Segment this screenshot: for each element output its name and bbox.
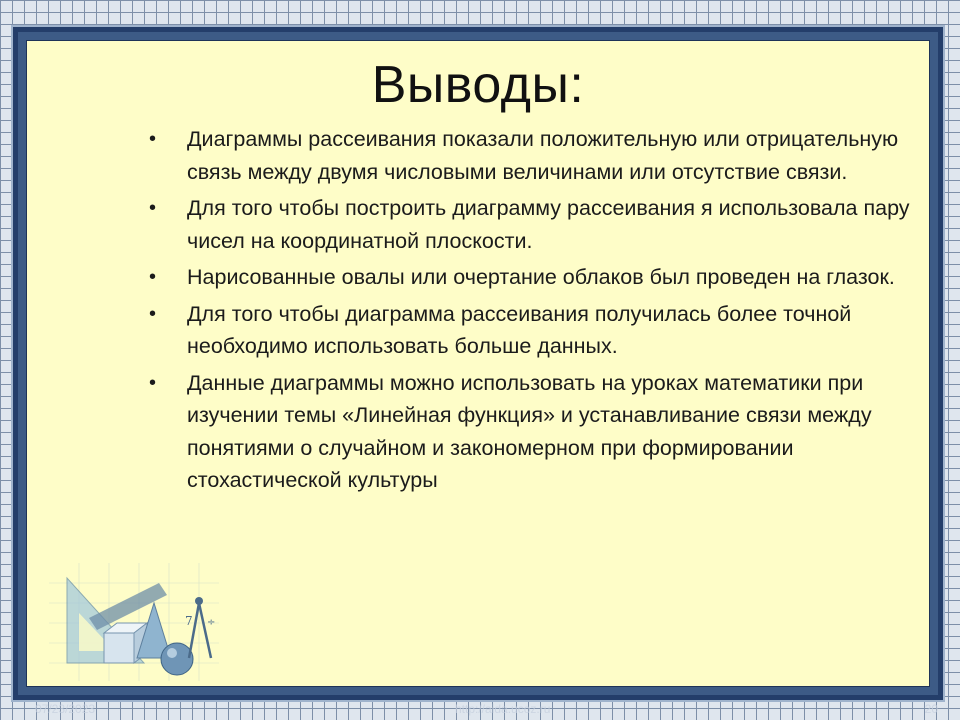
geometry-tools-icon [49,563,219,681]
bullet-text: Для того чтобы построить диаграмму рассеивания я использовала пару чисел на координатной плоскости. [187,196,910,253]
footer-url[interactable]: http://aida.ucoz.ru [455,702,551,716]
bullet-text: Данные диаграммы можно использовать на уроках математики при изучении темы «Линейная функция» и устанавливание связи между понятиями о случайном и закономерном при формировании стохастической культуры [187,370,872,492]
bullet-icon: • [149,302,157,325]
bullet-icon: • [149,128,157,150]
bullet-icon: • [149,197,157,219]
bullet-item [145,261,915,294]
svg-text:÷: ÷ [207,617,216,628]
slide-frame [13,27,943,700]
bullet-list [145,123,915,501]
bullet-text: Диаграммы рассеивания показали положительную или отрицательную связь между двумя числовыми величинами или отсутствие связи. [187,127,899,184]
bullet-text: Нарисованные овалы или очертание облаков был проведен на глазок. [187,265,895,289]
footer-date: 07/23/2023 [35,702,96,716]
bullet-item [145,123,915,188]
bullet-icon: • [149,371,157,394]
footer-page-number: 20 [924,702,938,716]
bullet-icon: • [149,266,157,288]
bullet-item [145,192,915,257]
slide-title: Выводы: [371,56,585,114]
bullet-text: Для того чтобы диаграмма рассеивания получилась более точной необходимо использовать больше данных. [187,301,852,358]
slide-content-panel [26,40,930,687]
svg-text:7: 7 [185,614,193,628]
bullet-item [145,298,915,363]
bullet-item [145,367,915,497]
